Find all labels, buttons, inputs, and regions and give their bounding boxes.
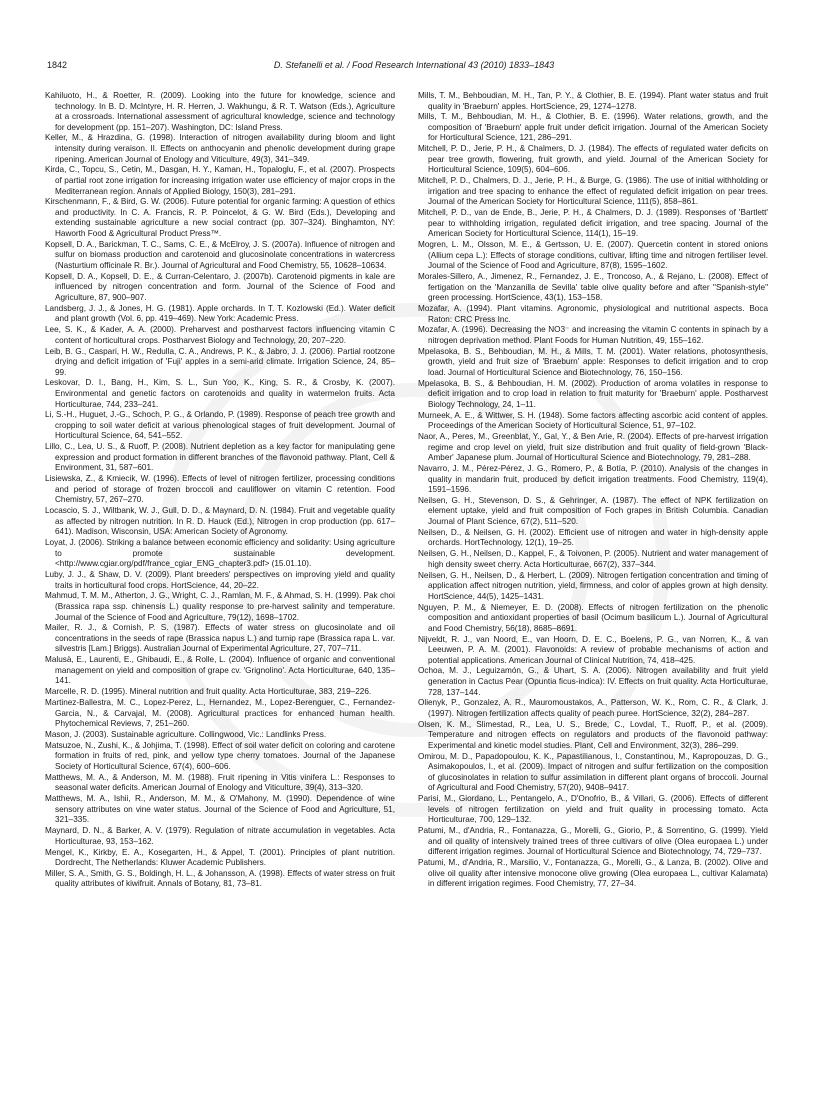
reference-entry: Matsuzoe, N., Zushi, K., & Johjima, T. (1998). Effect of soil water deficit on coloring and carotene formation in fruits of red, pink, and yellow type cherry tomatoes. Journal of the Japanese Society of Horticultural Science, 67(4), 600–606. [45, 740, 395, 771]
reference-entry: Mozafar, A. (1994). Plant vitamins. Agronomic, physiological and nutritional aspects. Boca Raton: CRC Press Inc. [418, 304, 768, 324]
reference-entry: Locascio, S. J., Wiltbank, W. J., Gull, D. D., & Maynard, D. N. (1984). Fruit and vegetable quality as affected by nitrogen nutrition. In R. D. Hauck (Ed.), Nitrogen in crop production (pp. 617–641). Madison, Wisconsin, USA: American Society of Agronomy. [45, 506, 395, 537]
reference-entry: Malusà, E., Laurenti, E., Ghibaudi, E., & Rolle, L. (2004). Influence of organic and conventional management on yield and composition of grape cv. 'Grignolino'. Acta Horticulturae, 640, 135–141. [45, 655, 395, 686]
reference-entry: Lisiewska, Z., & Kmiecik, W. (1996). Effects of level of nitrogen fertilizer, processing conditions and period of storage of frozen broccoli and cauliflower on vitamin C retention. Food Chemistry, 57, 267–270. [45, 474, 395, 505]
reference-entry: Matthews, M. A., Ishii, R., Anderson, M. M., & O'Mahony, M. (1990). Dependence of wine sensory attributes on vine water status. Journal of the Science of Food and Agriculture, 51, 321–335. [45, 794, 395, 825]
reference-entry: Mitchell, P. D., Chalmers, D. J., Jerie, P. H., & Burge, G. (1986). The use of initial withholding or irrigation and tree spacing to enhance the effect of regulated deficit irrigation on pear trees. Journal of the American Society for Horticultural Science, 111(5), 858–861. [418, 176, 768, 207]
reference-entry: Neilsen, G. H., Neilsen, D., Kappel, F., & Toivonen, P. (2005). Nutrient and water management of high density sweet cherry. Acta Horticulturae, 667(2), 337–344. [418, 549, 768, 569]
reference-entry: Leib, B. G., Caspari, H. W., Redulla, C. A., Andrews, P. K., & Jabro, J. J. (2006). Partial rootzone drying and deficit irrigation of 'Fuji' apples in a semi-arid climate. Irrigation Science, 24, 85–99. [45, 346, 395, 377]
reference-entry: Mills, T. M., Behboudian, M. H., & Clothier, B. E. (1996). Water relations, growth, and the composition of 'Braeburn' apple fruit under deficit irrigation. Journal of the American Society for Horticultural Science, 121, 286–291. [418, 112, 768, 143]
reference-entry: Murneek, A. E., & Wittwer, S. H. (1948). Some factors affecting ascorbic acid content of apples. Proceedings of the American Society of Horticultural Science, 51, 97–102. [418, 410, 768, 431]
reference-entry: Mitchell, P. D., Jerie, P. H., & Chalmers, D. J. (1984). The effects of regulated water deficits on pear tree growth, flowering, fruit growth, and yield. Journal of the American Society for Horticultural Science, 109(5), 604–606. [418, 144, 768, 175]
reference-entry: Naor, A., Peres, M., Greenblat, Y., Gal, Y., & Ben Arie, R. (2004). Effects of pre-harvest irrigation regime and crop level on yield, fruit size distribution and fruit quality of field-grown 'Black-Amber' Japanese plum. Journal of Horticultural Science and Biotechnology, 79, 281–288. [418, 432, 768, 463]
reference-entry: Neilsen, G. H., Neilsen, D., & Herbert, L. (2009). Nitrogen fertigation concentration and timing of application affect nitrogen nutrition, yield, firmness, and color of apples grown at high density. HortScience, 44(5), 1425–1431. [418, 570, 768, 601]
reference-entry: Mitchell, P. D., van de Ende, B., Jerie, P. H., & Chalmers, D. J. (1989). Responses of 'Bartlett' pear to withholding irrigation, regulated deficit irrigation, and tree spacing. Journal of the American Society for Horticultural Science, 114(1), 15–19. [418, 208, 768, 239]
reference-entry: Navarro, J. M., Pérez-Pérez, J. G., Romero, P., & Botía, P. (2010). Analysis of the changes in quality in mandarin fruit, produced by deficit irrigation treatments. Food Chemistry, 119(4), 1591–1596. [418, 464, 768, 495]
reference-entry: Ochoa, M. J., Leguizamón, G., & Uhart, S. A. (2006). Nitrogen availability and fruit yield generation in Cactus Pear (Opuntia ficus-indica): IV. Effects on fruit quality. Acta Horticulturae, 728, 137–144. [418, 666, 768, 697]
reference-entry: Kirschenmann, F., & Bird, G. W. (2006). Future potential for organic farming: A question of ethics and productivity. In C. A. Francis, R. P. Poincelot, & G. W. Bird (Eds.), Developing and extending sustainable agriculture a new social contract (pp. 307–324). Binghamton, NY: Haworth Food & Agricultural Product Press™. [45, 197, 395, 238]
reference-entry: Mozafar, A. (1996). Decreasing the NO3⁻ and increasing the vitamin C contents in spinach by a nitrogen deprivation method. Plant Foods for Human Nutrition, 49, 155–162. [418, 325, 768, 345]
reference-entry: Mills, T. M., Behboudian, M. H., Tan, P. Y., & Clothier, B. E. (1994). Plant water status and fruit quality in 'Braeburn' apples. HortScience, 29, 1274–1278. [418, 91, 768, 111]
reference-entry: Lee, S. K., & Kader, A. A. (2000). Preharvest and postharvest factors influencing vitamin C content of horticultural crops. Postharvest Biology and Technology, 20, 207–220. [45, 325, 395, 345]
reference-entry: Mailer, R. J., & Cornish, P. S. (1987). Effects of water stress on glucosinolate and oil concentrations in the seeds of rape (Brassica napus L.) and turnip rape (Brassica rapa L. var. silvestris [Lam.] Briggs). Australian Journal of Experimental Agriculture, 27, 707–711. [45, 623, 395, 654]
reference-entry: Olienyk, P., Gonzalez, A. R., Mauromoustakos, A., Patterson, W. K., Rom, C. R., & Clark, J. (1997). Nitrogen fertilization affects quality of peach puree. HortScience, 32(2), 284–287. [418, 698, 768, 718]
reference-entry: Mason, J. (2003). Sustainable agriculture. Collingwood, Vic.: Landlinks Press. [45, 730, 327, 740]
running-title: D. Stefanelli et al. / Food Research International 43 (2010) 1833–1843 [273, 60, 555, 70]
reference-entry: Li, S.-H., Huguet, J.-G., Schoch, P. G., & Orlando, P. (1989). Response of peach tree growth and cropping to soil water deficit at various phenological stages of fruit development. Journal of Horticultural Science, 64, 541–552. [45, 410, 395, 441]
page-number: 1842 [47, 60, 68, 70]
reference-entry: Nijveldt, R. J., van Noord, E., van Hoorn, D. E. C., Boelens, P. G., van Norren, K., & van Leeuwen, P. A. M. (2001). Flavonoids: A review of probable mechanisms of action and potential applications. American Journal of Clinical Nutrition, 74, 418–425. [418, 634, 768, 665]
reference-entry: Neilsen, D., & Neilsen, G. H. (2002). Efficient use of nitrogen and water in high-density apple orchards. HortTechnology, 12(1), 19–25. [418, 527, 768, 548]
reference-entry: Mahmud, T. M. M., Atherton, J. G., Wright, C. J., Ramlan, M. F., & Ahmad, S. H. (1999). Pak choi (Brassica rapa ssp. chinensis L.) quality response to pre-harvest salinity and temperature. Journal of the Science of Food and Agriculture, 79(12), 1698–1702. [45, 591, 395, 622]
reference-entry: Parisi, M., Giordano, L., Pentangelo, A., D'Onofrio, B., & Villari, G. (2006). Effects of different levels of nitrogen fertilization on yield and fruit quality in processing tomato. Acta Horticulturae, 700, 129–132. [418, 794, 768, 825]
references-right-column [418, 91, 768, 890]
reference-entry: Matthews, M. A., & Anderson, M. M. (1988). Fruit ripening in Vitis vinifera L.: Responses to seasonal water deficits. American Journal of Enology and Viticulture, 39(4), 313–320. [45, 772, 395, 793]
reference-entry: Mpelasoka, B. S., Behboudian, M. H., & Mills, T. M. (2001). Water relations, photosynthesis, growth, yield and fruit size of 'Braeburn' apple: Responses to deficit irrigation and to crop load. Journal of Horticultural Science and Biotechnology, 76, 150–156. [418, 346, 768, 377]
reference-entry: Landsberg, J. J., & Jones, H. G. (1981). Apple orchards. In T. T. Kozlowski (Ed.). Water deficit and plant growth (Vol. 6, pp. 419–469). New York: Academic Press. [45, 303, 395, 324]
reference-entry: Martinez-Ballestra, M. C., Lopez-Perez, L., Hernandez, M., Lopez-Berenguer, C., Fernandez-Garcia, N., & Carvajal, M. (2008). Agricultural practices for enhanced human health. Phytochemical Reviews, 7, 251–260. [45, 698, 395, 729]
reference-entry: Patumi, M., d'Andria, R., Marsilio, V., Fontanazza, G., Morelli, G., & Lanza, B. (2002). Olive and olive oil quality after intensive monocone olive growing (Olea europaea L., cultivar Kalamata) in different irrigation regimes. Food Chemistry, 77, 27–34. [418, 858, 768, 889]
reference-entry: Kahiluoto, H., & Roetter, R. (2009). Looking into the future for knowledge, science and technology. In B. D. McIntyre, H. R. Herren, J. Wakhungu, & R. T. Watson (Eds.), Agriculture at a crossroads. International assessment of agricultural knowledge, science and technology for development (pp. 151–207). Washington, DC: Island Press. [45, 91, 395, 132]
reference-entry: Keller, M., & Hrazdina, G. (1998). Interaction of nitrogen availability during bloom and light intensity during veraison. II. Effects on anthocyanin and phenolic development during grape ripening. American Journal of Enology and Viticulture, 49(3), 341–349. [45, 133, 395, 164]
reference-entry: Morales-Sillero, A., Jimenez, R., Fernandez, J. E., Troncoso, A., & Rejano, L. (2008). Effect of fertigation on the 'Manzanilla de Sevilla' table olive quality before and after "Spanish-style" green processing. HortScience, 43(1), 153–158. [418, 272, 768, 303]
reference-entry: Patumi, M., d'Andria, R., Fontanazza, G., Morelli, G., Giorio, P., & Sorrentino, G. (1999). Yield and oil quality of intensively trained trees of three cultivars of olive (Olea europaea L.) under different irrigation regimes. Journal of Horticultural Science and Biotechnology, 74, 729–737. [418, 826, 768, 857]
reference-entry: Miller, S. A., Smith, G. S., Boldingh, H. L., & Johansson, A. (1998). Effects of water stress on fruit quality attributes of kiwifruit. Annals of Botany, 81, 73–81. [45, 868, 395, 889]
reference-entry: Maynard, D. N., & Barker, A. V. (1979). Regulation of nitrate accumulation in vegetables. Acta Horticulturae, 93, 153–162. [45, 826, 395, 846]
reference-entry: Olsen, K. M., Slimestad, R., Lea, U. S., Brede, C., Lovdal, T., Ruoff, P., et al. (2009). Temperature and nitrogen effects on regulators and products of the flavonoid pathway: Experimental and kinetic model studies. Plant, Cell and Environment, 32(3), 286–299. [418, 719, 768, 750]
reference-entry: Nguyen, P. M., & Niemeyer, E. D. (2008). Effects of nitrogen fertilization on the phenolic composition and antioxidant properties of basil (Ocimum basilicum L.). Journal of Agricultural and Food Chemistry, 56(18), 8685–8691. [418, 602, 768, 633]
references-left-column [45, 91, 395, 890]
reference-entry: Lillo, C., Lea, U. S., & Ruoff, P. (2008). Nutrient depletion as a key factor for manipulating gene expression and product formation in different branches of the flavonoid pathway. Plant, Cell & Environment, 31, 587–601. [45, 442, 395, 473]
reference-entry: Leskovar, D. I., Bang, H., Kim, S. L., Sun Yoo, K., King, S. R., & Crosby, K. (2007). Environmental and genetic factors on carotenoids and quality in watermelon fruits. Acta Horticulturae, 744, 233–241. [45, 378, 395, 409]
reference-entry: Mogren, L. M., Olsson, M. E., & Gertsson, U. E. (2007). Quercetin content in stored onions (Allium cepa L.): Effects of storage conditions, cultivar, lifting time and nitrogen fertiliser level. Journal of the Science of Food and Agriculture, 87(8), 1595–1602. [418, 240, 768, 271]
reference-entry: Mpelasoka, B. S., & Behboudian, H. M. (2002). Production of aroma volatiles in response to deficit irrigation and to crop load in relation to fruit maturity for 'Braeburn' apple. Postharvest Biology Technology, 24, 1–11. [418, 378, 768, 409]
reference-entry: Loyat, J. (2006). Striking a balance between economic efficiency and solidarity: Using agriculture to promote sustainable development. <http://www.cgiar.org/pdf/france_cgiar_ENG_chapter3.pdf> (15.01.10). [45, 538, 395, 569]
reference-entry: Kopsell, D. A., Kopsell, D. E., & Curran-Celentaro, J. (2007b). Carotenoid pigments in kale are influenced by nitrogen concentration and form. Journal of the Science of Food and Agriculture, 87, 900–907. [45, 271, 395, 302]
reference-entry: Kirda, C., Topcu, S., Cetin, M., Dasgan, H. Y., Kaman, H., Topaloglu, F., et al. (2007). Prospects of partial root zone irrigation for increasing irrigation water use efficiency of major crops in the Mediterranean region. Annals of Applied Biology, 150(3), 281–291. [45, 165, 395, 196]
reference-entry: Mengel, K., Kirkby, E. A., Kosegarten, H., & Appel, T. (2001). Principles of plant nutrition. Dordrecht, The Netherlands: Kluwer Academic Publishers. [45, 847, 395, 868]
reference-entry: Marcelle, R. D. (1995). Mineral nutrition and fruit quality. Acta Horticulturae, 383, 219–226. [45, 687, 372, 697]
reference-entry: Neilsen, G. H., Stevenson, D. S., & Gehringer, A. (1987). The effect of NPK fertilization on element uptake, yield and fruit composition of Foch grapes in British Columbia. Canadian Journal of Plant Science, 67(2), 511–520. [418, 495, 768, 527]
reference-entry: Luby, J. J., & Shaw, D. V. (2009). Plant breeders' perspectives on improving yield and quality traits in horticultural food crops. HortScience, 44, 20–22. [45, 570, 395, 590]
reference-entry: Kopsell, D. A., Barickman, T. C., Sams, C. E., & McElroy, J. S. (2007a). Influence of nitrogen and sulfur on biomass production and carotenoid and glucosinolate concentrations in watercress (Nasturtium officinale R. Br.). Journal of Agricultural and Food Chemistry, 55, 10628–10634. [45, 239, 395, 270]
reference-entry: Omirou, M. D., Papadopoulou, K. K., Papastilianous, I., Constantinou, M., Kapropouzas, D. G., Asimakopoulos, I., et al. (2009). Impact of nitrogen and sulfur fertilization on the composition of glucosinolates in relation to sulfur assimilation in different plant organs of broccoli. Journal of Agricultural and Food Chemistry, 57(20), 9408–9417. [418, 751, 768, 793]
page-header [47, 60, 781, 74]
